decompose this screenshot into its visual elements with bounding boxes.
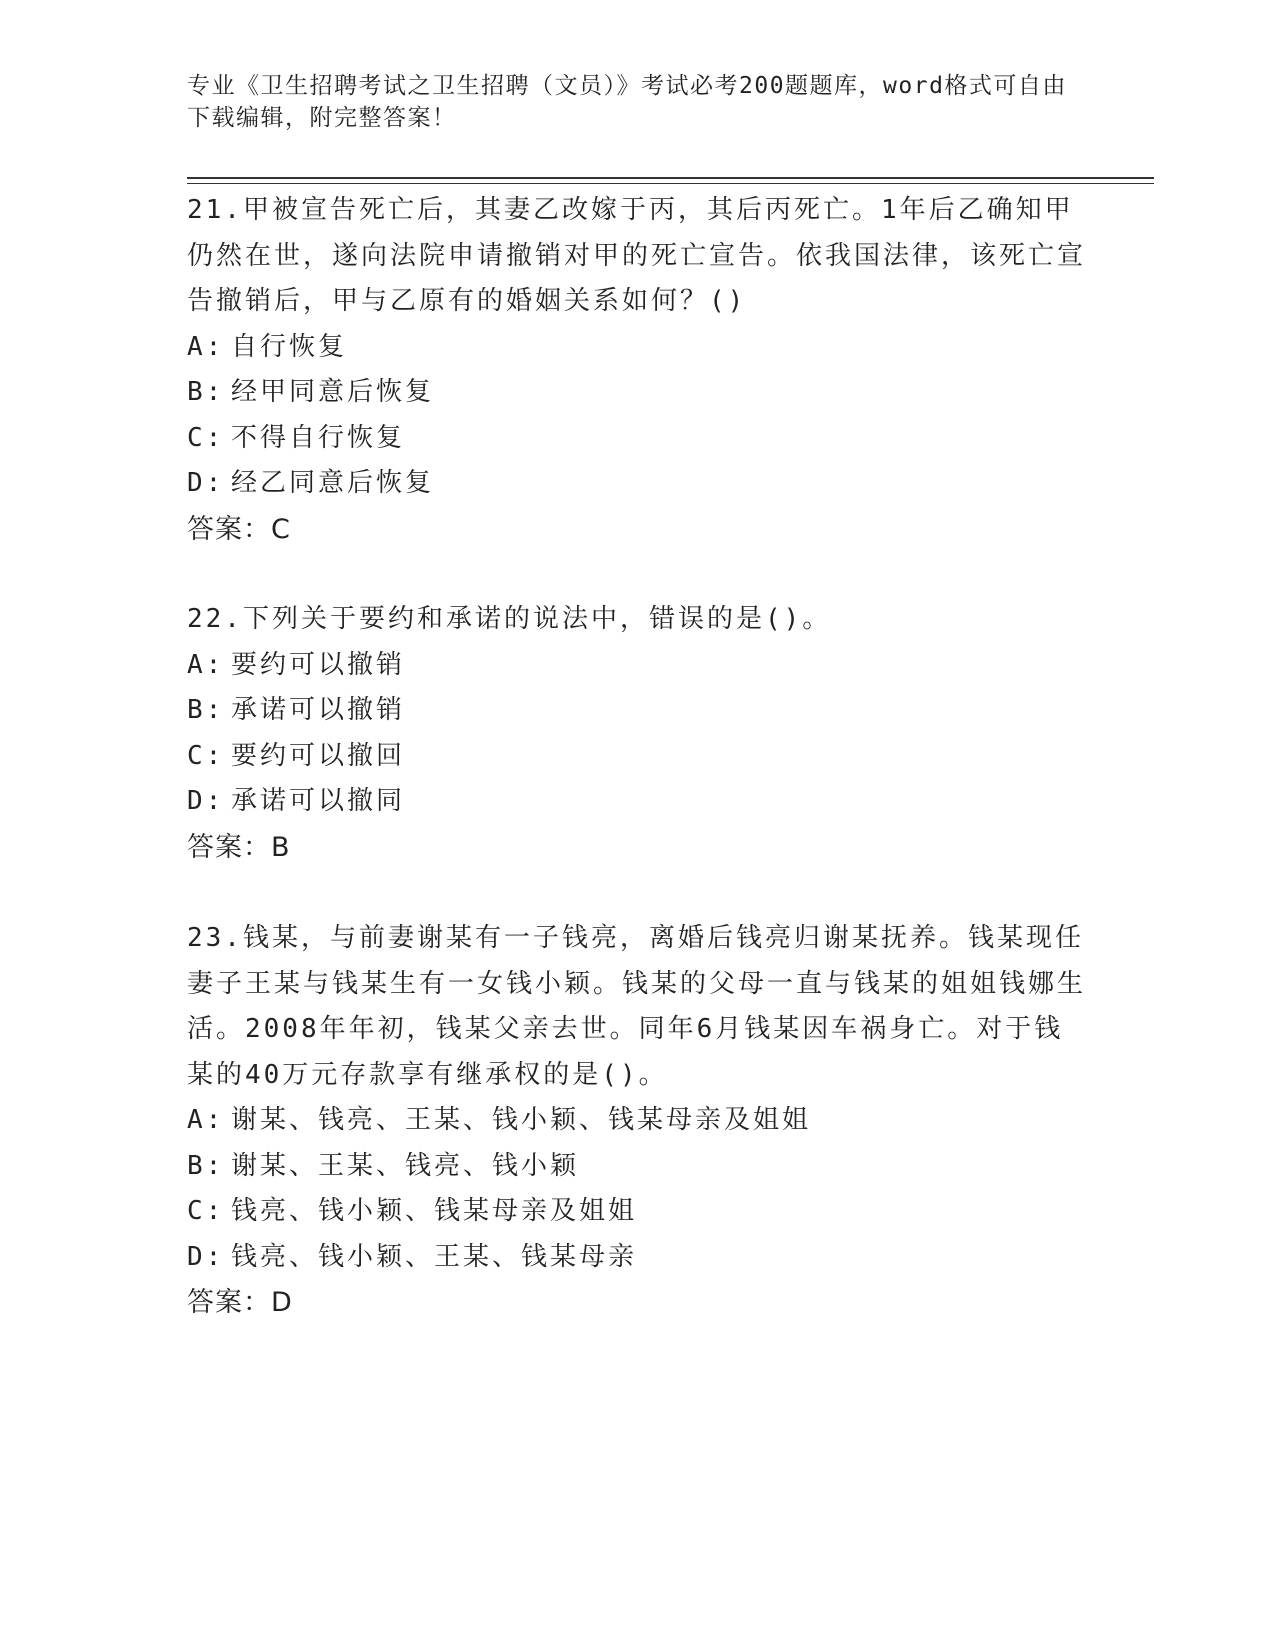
option-text: 不得自行恢复 <box>231 422 406 453</box>
option-letter: B: <box>187 1150 225 1181</box>
option-letter: A: <box>187 649 225 680</box>
option-text: 谢某、王某、钱亮、钱小颖 <box>231 1150 580 1181</box>
option-letter: A: <box>187 331 225 362</box>
option-letter: A: <box>187 1105 225 1135</box>
option-text: 经乙同意后恢复 <box>231 468 435 498</box>
option-letter: C: <box>187 1196 225 1226</box>
option-text: 承诺可以撤销 <box>231 695 406 725</box>
header-divider-thin <box>187 183 1154 184</box>
option-text: 经甲同意后恢复 <box>231 377 435 407</box>
question-22 <box>187 597 1087 870</box>
question-stem: 21.甲被宣告死亡后，其妻乙改嫁于丙，其后丙死亡。1年后乙确知甲仍然在世，遂向法院申请撤销对甲的死亡宣告。依我国法律，该死亡宣告撤销后，甲与乙原有的婚姻关系如何？() <box>187 195 1087 316</box>
answer-line: 答案：B <box>187 831 291 863</box>
option-text: 要约可以撤销 <box>231 649 406 680</box>
option-c <box>187 734 1087 780</box>
answer-line: 答案：C <box>187 513 291 545</box>
question-stem: 23.钱某，与前妻谢某有一子钱亮，离婚后钱亮归谢某抚养。钱某现任妻子王某与钱某生有一女钱小颖。钱某的父母一直与钱某的姐姐钱娜生活。2008年年初，钱某父亲去世。同年6月钱某因车祸身亡。对于钱某的40万元存款享有继承权的是()。 <box>187 923 1087 1090</box>
option-b <box>187 688 1087 734</box>
question-stem: 22.下列关于要约和承诺的说法中，错误的是()。 <box>187 604 832 634</box>
option-c <box>187 416 1087 462</box>
question-21 <box>187 188 1087 552</box>
option-a <box>187 325 1087 371</box>
option-text: 要约可以撤回 <box>231 740 406 771</box>
option-a <box>187 643 1087 689</box>
document-header: 专业《卫生招聘考试之卫生招聘（文员）》考试必考200题题库，word格式可自由下载编辑，附完整答案！ <box>187 73 1067 131</box>
option-letter: C: <box>187 740 225 771</box>
header-divider-thick <box>187 177 1154 179</box>
option-text: 钱亮、钱小颖、王某、钱某母亲 <box>231 1241 638 1272</box>
option-letter: D: <box>187 786 225 816</box>
option-text: 谢某、钱亮、王某、钱小颖、钱某母亲及姐姐 <box>231 1105 812 1135</box>
option-letter: D: <box>187 1241 225 1272</box>
option-letter: C: <box>187 422 225 453</box>
option-b <box>187 370 1087 416</box>
option-b <box>187 1144 1087 1190</box>
question-23 <box>187 916 1087 1326</box>
option-letter: B: <box>187 377 225 407</box>
option-d <box>187 461 1087 507</box>
answer-line: 答案：D <box>187 1287 293 1318</box>
option-d <box>187 779 1087 825</box>
option-a <box>187 1098 1087 1144</box>
option-text: 承诺可以撤同 <box>231 786 406 816</box>
option-letter: B: <box>187 695 225 725</box>
option-letter: D: <box>187 468 225 498</box>
option-text: 自行恢复 <box>231 331 348 362</box>
option-c <box>187 1189 1087 1235</box>
option-text: 钱亮、钱小颖、钱某母亲及姐姐 <box>231 1196 638 1226</box>
option-d <box>187 1235 1087 1281</box>
